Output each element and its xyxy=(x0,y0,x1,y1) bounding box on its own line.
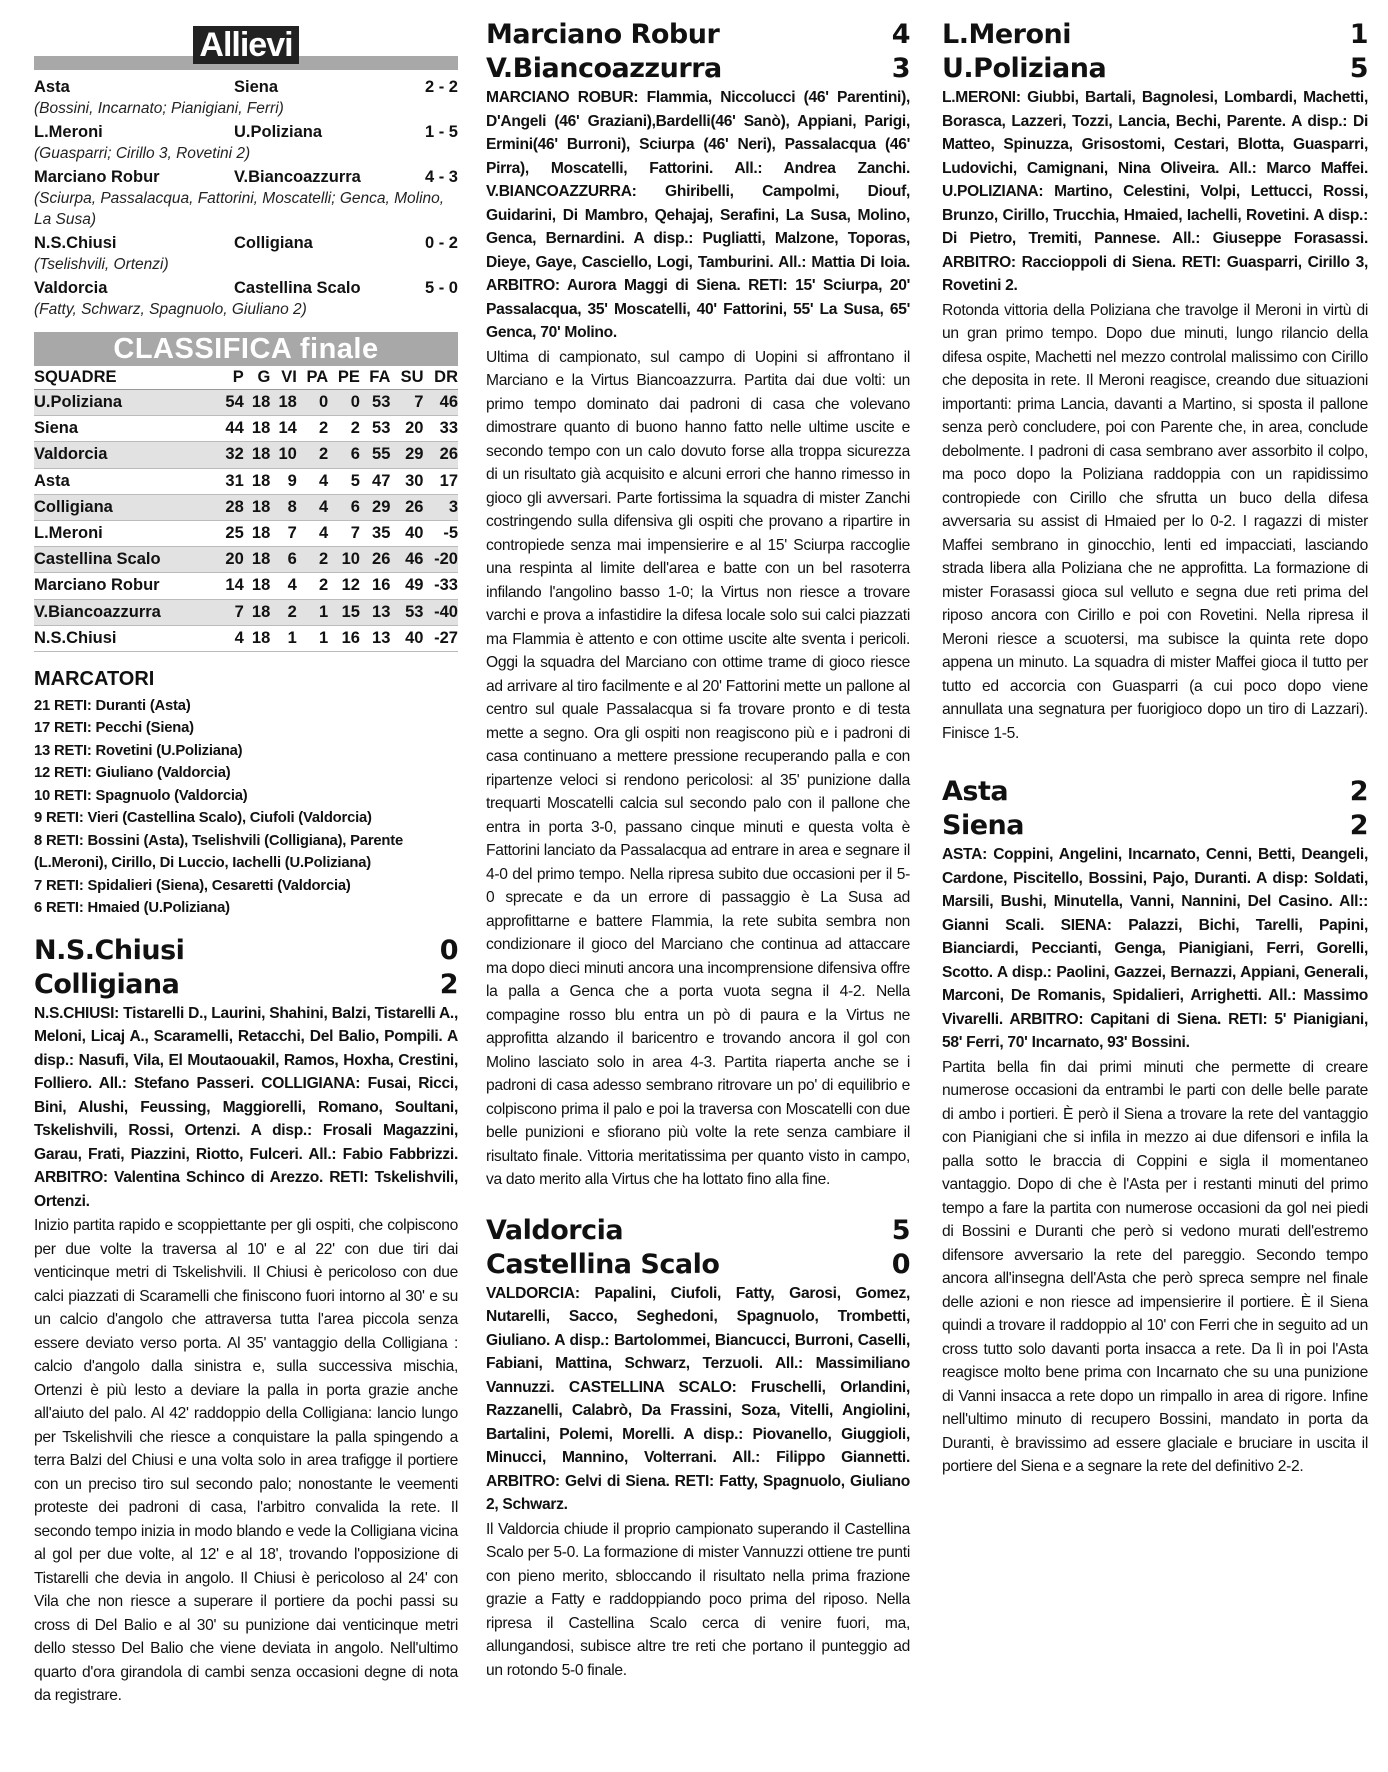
classifica-cell: 26 xyxy=(390,494,423,520)
allievi-header xyxy=(34,18,458,70)
result-score: 1 - 5 xyxy=(424,123,458,141)
classifica-row xyxy=(34,494,458,520)
result-away: Siena xyxy=(234,78,279,96)
result-item xyxy=(34,121,458,164)
result-away: V.Biancoazzurra xyxy=(234,168,361,186)
match-lineups: MARCIANO ROBUR: Flammia, Niccolucci (46' Parentini), D'Angeli (46' Graziani),Bardelli(46' Sanò), Appiani, Parigi, Ermini(46' Burroni), Sciurpa (46' Neri), Passalacqua (46' Pirra), Moscatelli, Fattorini. All.: Andrea Zanchi. V.BIANCOAZZURRA: Ghiribelli, Campolmi, Diouf, Guidarini, Di Mambro, Qehajaj, Serafini, La Susa, Molino, Genca, Bernardini. A disp.: Pugliatti, Malzone, Toporas, Dieye, Gaye, Casciello, Logi, Tamburini. All.: Mattia Di Ioia. ARBITRO: Aurora Maggi di Siena. RETI: 15' Sciurpa, 20' Passalacqua, 35' Moscatelli, 40' Fattorini, 55' La Susa, 65' Genca, 70' Molino. xyxy=(486,89,910,341)
result-home: Asta xyxy=(34,78,70,96)
match-report: Il Valdorcia chiude il proprio campionato superando il Castellina Scalo per 5-0. La formazione di mister Vannuzzi ottiene tre punti con pieno merito, sbloccando il risultato nella prima frazione grazie a Fatty e raddoppiando poco prima del riposo. Nella ripresa il Castellina Scalo cerca di venire fuori, ma, allungandosi, subisce altre tre reti che portano il punteggio ad un rotondo 5-0 finale. xyxy=(486,1520,910,1679)
col-header: P xyxy=(217,366,244,390)
classifica-header-row xyxy=(34,366,458,390)
classifica-cell: 18 xyxy=(244,416,271,442)
classifica-cell: 2 xyxy=(297,416,328,442)
allievi-title: Allievi xyxy=(193,26,298,64)
match-chiusi-colligiana xyxy=(34,934,458,1708)
match-away-score: 2 xyxy=(439,968,458,1000)
results-list xyxy=(34,76,458,320)
classifica-cell: 18 xyxy=(244,547,271,573)
result-scorers: (Guasparri; Cirillo 3, Rovetini 2) xyxy=(34,145,251,162)
classifica-cell: 2 xyxy=(297,442,328,468)
column-left xyxy=(34,18,458,1708)
result-scorers: (Tselishvili, Ortenzi) xyxy=(34,256,169,273)
marcatori-row: 12 RETI: Giuliano (Valdorcia) xyxy=(34,765,231,782)
marcatori-row: 6 RETI: Hmaied (U.Poliziana) xyxy=(34,900,230,917)
classifica-cell: 2 xyxy=(328,416,360,442)
result-away: Castellina Scalo xyxy=(234,279,361,297)
classifica-cell: 1 xyxy=(297,599,328,625)
result-home: Valdorcia xyxy=(34,279,108,297)
classifica-table xyxy=(34,366,458,652)
classifica-team: N.S.Chiusi xyxy=(34,625,217,651)
classifica-team: Castellina Scalo xyxy=(34,547,217,573)
classifica-cell: 4 xyxy=(297,468,328,494)
classifica-cell: 18 xyxy=(244,390,271,416)
match-home-score: 2 xyxy=(1349,776,1368,807)
column-middle xyxy=(486,18,910,1682)
classifica-row xyxy=(34,416,458,442)
classifica-cell: 2 xyxy=(297,573,328,599)
classifica-team: L.Meroni xyxy=(34,520,217,546)
classifica-cell: 16 xyxy=(360,573,390,599)
match-away: Siena xyxy=(942,810,1024,841)
col-header: G xyxy=(244,366,271,390)
col-header: FA xyxy=(360,366,390,390)
marcatori-list xyxy=(34,695,458,920)
col-header: PA xyxy=(297,366,328,390)
col-header: SQUADRE xyxy=(34,366,217,390)
classifica-cell: 18 xyxy=(244,520,271,546)
classifica-cell: 18 xyxy=(244,599,271,625)
classifica-cell: 14 xyxy=(270,416,297,442)
classifica-cell: 46 xyxy=(390,547,423,573)
marcatori-row: 17 RETI: Pecchi (Siena) xyxy=(34,720,194,737)
classifica-cell: 35 xyxy=(360,520,390,546)
match-away-line xyxy=(486,52,910,86)
classifica-cell: 5 xyxy=(328,468,360,494)
classifica-row xyxy=(34,599,458,625)
match-home-line xyxy=(34,934,458,968)
classifica-cell: 16 xyxy=(328,625,360,651)
classifica-team: Marciano Robur xyxy=(34,573,217,599)
classifica-cell: 46 xyxy=(423,390,458,416)
match-lineups: L.MERONI: Giubbi, Bartali, Bagnolesi, Lombardi, Machetti, Borasca, Lazzeri, Tozzi, Lancia, Bechi, Parente. A disp.: Di Matteo, Spinuzza, Grisostomi, Cestari, Blotta, Guasparri, Ludovichi, Camignani, Nina Oliveira. All.: Marco Maffei. U.POLIZIANA: Martino, Celestini, Volpi, Lettucci, Rossi, Brunzo, Cirillo, Trucchia, Hmaied, Iachelli, Rovetini. A disp.: Di Pietro, Tremiti, Pannese. All.: Giuseppe Forasassi. ARBITRO: Raccioppoli di Siena. RETI: Guasparri, Cirillo 3, Rovetini 2. xyxy=(942,89,1368,294)
result-scorers: (Sciurpa, Passalacqua, Fattorini, Moscatelli; Genca, Molino, La Susa) xyxy=(34,190,445,228)
classifica-cell: 26 xyxy=(360,547,390,573)
classifica-cell: 17 xyxy=(423,468,458,494)
classifica-cell: 40 xyxy=(390,625,423,651)
match-home: Valdorcia xyxy=(486,1214,624,1246)
match-valdorcia-castellina xyxy=(486,1214,910,1683)
classifica-cell: -5 xyxy=(423,520,458,546)
classifica-cell: 18 xyxy=(244,468,271,494)
classifica-cell: 0 xyxy=(297,390,328,416)
classifica-cell: 44 xyxy=(217,416,244,442)
result-away: U.Poliziana xyxy=(234,123,323,141)
classifica-cell: 20 xyxy=(390,416,423,442)
result-item xyxy=(34,166,458,230)
match-home-score: 1 xyxy=(1349,19,1368,50)
classifica-cell: 6 xyxy=(328,442,360,468)
match-home-line xyxy=(486,18,910,52)
classifica-cell: 55 xyxy=(360,442,390,468)
classifica-cell: 18 xyxy=(244,494,271,520)
classifica-cell: 7 xyxy=(217,599,244,625)
classifica-cell: 8 xyxy=(270,494,297,520)
classifica-row xyxy=(34,547,458,573)
result-score: 0 - 2 xyxy=(424,234,458,252)
match-away-line xyxy=(942,52,1368,86)
classifica-team: Valdorcia xyxy=(34,442,217,468)
result-home: N.S.Chiusi xyxy=(34,234,117,252)
result-score: 2 - 2 xyxy=(424,78,458,96)
classifica-cell: 33 xyxy=(423,416,458,442)
classifica-row xyxy=(34,625,458,651)
match-away-line xyxy=(486,1248,910,1282)
match-away-score: 2 xyxy=(1349,810,1368,841)
classifica-cell: 4 xyxy=(270,573,297,599)
marcatori-row: 7 RETI: Spidalieri (Siena), Cesaretti (Valdorcia) xyxy=(34,877,351,894)
match-home-line xyxy=(942,18,1368,52)
marcatori-row: 21 RETI: Duranti (Asta) xyxy=(34,697,191,714)
result-item xyxy=(34,76,458,119)
classifica-cell: 2 xyxy=(270,599,297,625)
classifica-team: U.Poliziana xyxy=(34,390,217,416)
marcatori-title: MARCATORI xyxy=(34,667,155,690)
classifica-cell: 3 xyxy=(423,494,458,520)
match-away-score: 5 xyxy=(1349,53,1368,84)
classifica-cell: 30 xyxy=(390,468,423,494)
match-lineups: N.S.CHIUSI: Tistarelli D., Laurini, Shahini, Balzi, Tistarelli A., Meloni, Licaj A., Scaramelli, Retacchi, Del Balio, Pompili. A disp.: Nasufi, Vila, El Moutaouakil, Ramos, Hoxha, Crestini, Folliero. All.: Stefano Passeri. COLLIGIANA: Fusai, Ricci, Bini, Alushi, Feussing, Maggiorelli, Romano, Soultani, Tskelishvili, Rossi, Ortenzi. A disp.: Frosali Magazzini, Garau, Frati, Piazzini, Riotto, Fulceri. All.: Fabio Fabbrizzi. ARBITRO: Valentina Schinco di Arezzo. RETI: Tskelishvili, Ortenzi. xyxy=(34,1004,458,1210)
match-away: V.Biancoazzurra xyxy=(486,53,722,84)
classifica-row xyxy=(34,442,458,468)
classifica-cell: 53 xyxy=(390,599,423,625)
match-away-score: 0 xyxy=(891,1248,910,1280)
result-scorers: (Bossini, Incarnato; Pianigiani, Ferri) xyxy=(34,100,284,117)
classifica-cell: 13 xyxy=(360,625,390,651)
classifica-cell: 18 xyxy=(244,625,271,651)
classifica-cell: 10 xyxy=(328,547,360,573)
match-away: Castellina Scalo xyxy=(486,1248,720,1280)
classifica-body xyxy=(34,390,458,652)
classifica-cell: 18 xyxy=(270,390,297,416)
classifica-cell: 26 xyxy=(423,442,458,468)
match-home: L.Meroni xyxy=(942,19,1071,50)
match-home: Marciano Robur xyxy=(486,19,720,50)
classifica-cell: 1 xyxy=(270,625,297,651)
classifica-team: Colligiana xyxy=(34,494,217,520)
classifica-cell: 28 xyxy=(217,494,244,520)
classifica-title: CLASSIFICA finale xyxy=(34,332,458,366)
result-away: Colligiana xyxy=(234,234,313,252)
match-report: Ultima di campionato, sul campo di Uopini si affrontano il Marciano e la Virtus Biancoazzurra. Partita dai due volti: un primo tempo dominato dai padroni di casa che volevano dimostrare quanto di buono hanno fatto nelle ultime uscite e secondo tempo con un calo dovuto forse alla troppa sicurezza di un risultato già acquisito e alcuni errori che hanno rimesso in gioco gli avversari. Parte fortissima la squadra di mister Zanchi costringendo sulla difensiva gli ospiti che provano a ripartire in contropiede senza mai impensierire e al 15' Sciurpa raccoglie una respinta al limite dell'area e batte con un bel rasoterra infilando l'angolino basso 1-0; la Virtus non riesce a trovare varchi e prova a infastidire la difesa locale solo sui calci piazzati ma Flammia è attento e con ottime uscite alte sventa i pericoli. Oggi la squadra del Marciano con ottime trame di gioco riesce ad arrivare al tiro facilmente e al 20' Fattorini mette un pallone al centro sul quale Passalacqua si fa trovare pronto e di testa mette a segno. Ora gli ospiti non reagiscono più e i padroni di casa continuano a mettere pressione recuperando palla e con ripartenze veloci si rendono pericolosi: al 35' punizione dalla trequarti Moscatelli calcia sul secondo palo con il pallone che entra in porta 3-0, passano cinque minuti e questa volta è Fattorini lanciato da Passalacqua ad entrare in area e segnare il 4-0 del primo tempo. Nella ripresa subito due occasioni per il 5-0 sprecate e da un errore di passaggio è La Susa ad approfittarne e battere Flammia, la rete subita sembra non condizionare il gioco del Marciano che continua ad attaccare ma dopo dieci minuti ancora una incomprensione difensiva offre la palla a Genca che a porta vuota segna il 4-2. Nella compagine rosso blu entra un pò di paura e la Virtus ne approfitta alzando il baricentro e trovando ancora il gol con Molino lasciato solo in area 4-3. Partita riaperta anche se i padroni di casa adesso sembrano ritrovare un po' di equilibrio e colpiscono prima il palo e poi la traversa con Moscatelli con due belle punizioni e sfiorano più volte la rete senza cambiare il risultato finale. Vittoria meritatissima per quanto visto in campo, va dato merito alla Virtus che ha lottato fino alla fine. xyxy=(486,348,910,1188)
classifica-cell: 32 xyxy=(217,442,244,468)
result-scorers: (Fatty, Schwarz, Spagnuolo, Giuliano 2) xyxy=(34,301,307,318)
classifica-cell: 29 xyxy=(390,442,423,468)
classifica-team: V.Biancoazzurra xyxy=(34,599,217,625)
classifica-cell: -27 xyxy=(423,625,458,651)
match-report: Partita bella fin dai primi minuti che permette di creare numerose occasioni da entrambi le parti con delle belle parate di ambo i portieri. È però il Siena a trovare la rete del vantaggio con Pianigiani che si infila in mezzo ai due difensori e infila la palla sotto le braccia di Coppini e sigla il momentaneo vantaggio. Dopo di che è l'Asta per i restanti minuti del primo tempo a fare la partita con numerose occasioni da gol nei piedi di Bossini e Duranti che però si vedono murati dell'estremo difensore avversario la rete del pareggio. Secondo tempo ancora all'insegna dell'Asta che però spreca sempre nel finale delle azioni e non riesce ad impensierire il portiere. È il Siena quindi a trovare il raddoppio al 10' con Ferri che in seguito ad un cross tutto solo davanti porta insacca a rete. Da lì in poi l'Asta reagisce molto bene prima con Incarnato che su una punizione di Vanni insacca a rete dopo un rimpallo in area di rigore. Infine nell'ultimo minuto di recupero Bossini, mandato in porta da Duranti, è bravissimo ad essere glaciale e bruciare in uscita il portiere del Siena e a segnare la rete del definitivo 2-2. xyxy=(942,1058,1368,1475)
match-home-score: 4 xyxy=(891,19,910,50)
classifica-cell: 4 xyxy=(217,625,244,651)
classifica-cell: 49 xyxy=(390,573,423,599)
classifica-cell: 6 xyxy=(328,494,360,520)
match-lineups: VALDORCIA: Papalini, Ciufoli, Fatty, Garosi, Gomez, Nutarelli, Sacco, Seghedoni, Spagnuolo, Trombetti, Giuliano. A disp.: Bartolommei, Biancucci, Burroni, Caselli, Fabiani, Mattina, Schwarz, Terzuoli. All.: Massimiliano Vannuzzi. CASTELLINA SCALO: Fruschelli, Orlandini, Razzanelli, Calabrò, Da Frassini, Soza, Vitelli, Angiolini, Bartalini, Polemi, Morelli. A disp.: Piovanello, Giuggioli, Minucci, Mannino, Volterrani. All.: Filippo Giannetti. ARBITRO: Gelvi di Siena. RETI: Fatty, Spagnuolo, Giuliano 2, Schwarz. xyxy=(486,1284,910,1513)
classifica-cell: 6 xyxy=(270,547,297,573)
match-away-line xyxy=(34,968,458,1002)
classifica-row xyxy=(34,390,458,416)
result-item xyxy=(34,232,458,275)
col-header: DR xyxy=(423,366,458,390)
classifica-row xyxy=(34,573,458,599)
classifica-cell: 4 xyxy=(297,494,328,520)
classifica-cell: 25 xyxy=(217,520,244,546)
match-home: N.S.Chiusi xyxy=(34,934,185,966)
classifica-cell: 53 xyxy=(360,390,390,416)
match-away: U.Poliziana xyxy=(942,53,1107,84)
classifica-cell: 31 xyxy=(217,468,244,494)
result-home: Marciano Robur xyxy=(34,168,160,186)
classifica-cell: 20 xyxy=(217,547,244,573)
classifica-cell: -33 xyxy=(423,573,458,599)
classifica-cell: 12 xyxy=(328,573,360,599)
match-home-score: 5 xyxy=(891,1214,910,1246)
classifica-cell: 7 xyxy=(328,520,360,546)
classifica-cell: 1 xyxy=(297,625,328,651)
marcatori-row: 9 RETI: Vieri (Castellina Scalo), Ciufoli (Valdorcia) xyxy=(34,810,372,827)
classifica-cell: 18 xyxy=(244,442,271,468)
result-item xyxy=(34,277,458,320)
col-header: PE xyxy=(328,366,360,390)
match-meroni-poliziana xyxy=(942,18,1368,745)
classifica-cell: 15 xyxy=(328,599,360,625)
classifica-cell: 29 xyxy=(360,494,390,520)
classifica-row xyxy=(34,468,458,494)
classifica-cell: 10 xyxy=(270,442,297,468)
match-lineups: ASTA: Coppini, Angelini, Incarnato, Cenni, Betti, Deangeli, Cardone, Piscitello, Bossini, Pajo, Duranti. A disp: Soldati, Marsili, Bushi, Minutella, Vanni, Nannini, Del Casino. All:: Gianni Scali. SIENA: Palazzi, Bichi, Tarelli, Papini, Bianciardi, Peccianti, Genga, Pianigiani, Ferri, Gorelli, Scotto. A disp.: Paolini, Gazzei, Bernazzi, Appiani, Generali, Marconi, De Romanis, Spidalieri, Arrighetti. All.: Massimo Vivarelli. ARBITRO: Capitani di Siena. RETI: 5' Pianigiani, 58' Ferri, 70' Incarnato, 93' Bossini. xyxy=(942,846,1368,1051)
classifica-team: Asta xyxy=(34,468,217,494)
classifica-cell: 2 xyxy=(297,547,328,573)
classifica-cell: -20 xyxy=(423,547,458,573)
classifica-row xyxy=(34,520,458,546)
classifica-cell: 13 xyxy=(360,599,390,625)
classifica-cell: 14 xyxy=(217,573,244,599)
match-home-line xyxy=(942,775,1368,809)
marcatori-row: 8 RETI: Bossini (Asta), Tselishvili (Colligiana), Parente (L.Meroni), Cirillo, Di Luccio, Iachelli (U.Poliziana) xyxy=(34,832,404,872)
classifica-cell: 4 xyxy=(297,520,328,546)
match-home-score: 0 xyxy=(439,934,458,966)
match-home: Asta xyxy=(942,776,1009,807)
classifica-cell: -40 xyxy=(423,599,458,625)
classifica-cell: 53 xyxy=(360,416,390,442)
marcatori-row: 13 RETI: Rovetini (U.Poliziana) xyxy=(34,742,243,759)
result-score: 4 - 3 xyxy=(424,168,458,186)
classifica-cell: 7 xyxy=(390,390,423,416)
col-header: VI xyxy=(270,366,297,390)
classifica-cell: 40 xyxy=(390,520,423,546)
result-home: L.Meroni xyxy=(34,123,103,141)
match-report: Rotonda vittoria della Poliziana che travolge il Meroni in virtù di un gran primo tempo. Dopo due minuti, lungo rilancio della difesa ospite, Machetti nel mezzo controlal malissimo con Cirillo che deposita in rete. Il Meroni reagisce, creando due situazioni importanti: prima Lancia, davanti a Martino, si sposta il pallone senza però concludere, poi con Parente che, in area, conclude debolmente. I padroni di casa sembrano aver assorbito il colpo, ma poco dopo la Poliziana raddoppia con un rapidissimo contropiede con Cirillo che sfrutta un buco della difesa avversaria su assist di Hmaied per lo 0-2. I ragazzi di mister Maffei sembrano in ginocchio, lenti ed impacciati, lasciando strada libera alla Poliziana che ne approfitta. La formazione di mister Forasassi gioca sul velluto e segna due reti prima del riposo ancora con Cirillo e poi con Rovetini. Nella ripresa il Meroni riesce a scuotersi, ma subisce la quinta rete dopo appena un minuto. La squadra di mister Maffei gioca il tutto per tutto ed accorcia con Guasparri (a cui poco dopo viene annullata una segnatura per fuorigioco dopo un tiro di Lazzari). Finisce 1-5. xyxy=(942,301,1368,742)
match-asta-siena xyxy=(942,775,1368,1479)
classifica-team: Siena xyxy=(34,416,217,442)
result-score: 5 - 0 xyxy=(424,279,458,297)
match-report: Inizio partita rapido e scoppiettante per gli ospiti, che colpiscono per due volte la traversa al 10' e al 22' con due tiri dai venticinque metri di Tskelishvili. Il Chiusi è pericoloso con due calci piazzati di Scaramelli che finiscono fuori intorno al 30' e su un calcio d'angolo che attraversa tutta l'area piccola senza essere deviato verso porta. Al 35' vantaggio della Colligiana : calcio d'angolo dalla sinistra e, sulla successiva mischia, Ortenzi è più lesto a deviare la palla in porta grazie anche all'aiuto del palo. Al 42' raddoppio della Colligiana: lancio lungo per Tskelishvili che riesce a conquistare la palla spingendo a terra Balzi del Chiusi e una volta solo in area trafigge il portiere con un preciso tiro sul secondo palo; nonostante le veementi proteste dei padroni di casa, l'arbitro convalida la rete. Il secondo tempo inizia in modo blando e vede la Colligiana vicina al gol per due volte, al 12' e al 18', trovando l'opposizione di Tistarelli che devia in angolo. Il Chiusi è pericoloso al 24' con Vila che non riesce a superare il portiere da pochi passi su cross di Del Balio e al 30' su punizione dai venticinque metri dello stesso Del Balio che viene deviata in angolo. Nell'ultimo quarto d'ora girandola di cambi senza occasioni degne di nota da registrare. xyxy=(34,1217,458,1705)
match-marciano-biancoazzurra xyxy=(486,18,910,1192)
classifica-cell: 18 xyxy=(244,573,271,599)
match-away: Colligiana xyxy=(34,968,180,1000)
classifica-cell: 0 xyxy=(328,390,360,416)
column-right xyxy=(942,18,1368,1479)
match-away-line xyxy=(942,809,1368,843)
classifica-cell: 7 xyxy=(270,520,297,546)
classifica-cell: 9 xyxy=(270,468,297,494)
classifica-cell: 54 xyxy=(217,390,244,416)
match-home-line xyxy=(486,1214,910,1248)
match-away-score: 3 xyxy=(891,53,910,84)
col-header: SU xyxy=(390,366,423,390)
classifica-cell: 47 xyxy=(360,468,390,494)
marcatori-row: 10 RETI: Spagnuolo (Valdorcia) xyxy=(34,787,248,804)
